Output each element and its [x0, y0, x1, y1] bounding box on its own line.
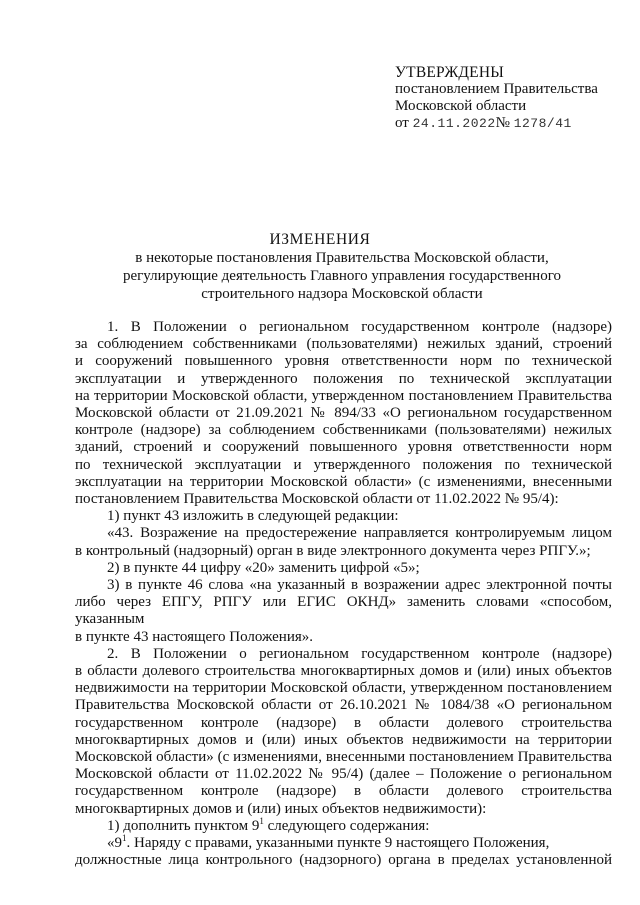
- approval-date: 24.11.2022: [412, 116, 496, 131]
- body-line: на территории Московской области, утвержденном постановлением Правительства: [75, 387, 612, 404]
- body-line: постановлением Правительства Московской области от 11.02.2022 № 95/4):: [75, 491, 559, 508]
- subtitle-line: регулирующие деятельность Главного управления государственного: [123, 268, 561, 284]
- body-line: за соблюдением собственниками (пользователями) нежилых зданий, строений: [75, 336, 612, 353]
- superscript: 1: [259, 815, 264, 826]
- body-line: в области долевого строительства многоквартирных домов и (или) иных объектов: [75, 663, 612, 680]
- body-line: Правительства Московской области от 26.10.2021 № 1084/38 «О региональном: [75, 697, 612, 714]
- body-line: контроле (надзоре) за соблюдением собственниками (пользователями) нежилых: [75, 422, 612, 439]
- subtitle-line: строительного надзора Московской области: [201, 286, 483, 302]
- body-text: следующего содержания:: [267, 817, 430, 834]
- body-line: 3) в пункте 46 слова «на указанный в возражении адрес электронной почты: [107, 577, 612, 594]
- number-sign: №: [495, 115, 510, 131]
- body-line: либо через ЕПГУ, РПГУ или ЕГИС ОКНД» заменить словами «способом, указанным: [75, 594, 612, 628]
- body-line: зданий, строений и сооружений повышенного уровня ответственности норм: [75, 439, 612, 456]
- body-line: «43. Возражение на предостережение направляется контролируемым лицом: [107, 525, 612, 542]
- body-line: Московской области» (с изменениями, внесенными постановлением Правительства: [75, 749, 612, 766]
- body-text: «9: [107, 835, 122, 852]
- body-line: многоквартирных домов и (или) иных объектов недвижимости на территории: [75, 731, 612, 748]
- body-line: 1) пункт 43 изложить в следующей редакции:: [107, 508, 399, 525]
- body-line: Московской области от 21.09.2021 № 894/33 «О региональном государственном: [75, 405, 612, 422]
- body-line: 2) в пункте 44 цифру «20» заменить цифрой «5»;: [107, 559, 420, 576]
- approval-line: Московской области: [395, 98, 527, 114]
- body-line: в пункте 43 настоящего Положения».: [75, 628, 314, 645]
- document-body: [75, 319, 612, 870]
- body-text: 1) дополнить пунктом 9: [107, 817, 260, 834]
- body-line: [75, 835, 612, 852]
- date-prefix: от: [395, 115, 409, 131]
- approval-number: 1278/41: [513, 116, 572, 131]
- approval-block: [395, 64, 598, 132]
- body-line: 1. В Положении о региональном государственном контроле (надзоре): [107, 319, 612, 335]
- body-line: государственном контроле (надзоре) в области долевого строительства: [75, 783, 612, 800]
- body-line: многоквартирных домов и (или) иных объектов недвижимости):: [75, 800, 487, 817]
- body-line: государственном контроле (надзоре) в области долевого строительства: [75, 714, 612, 731]
- subtitle-line: в некоторые постановления Правительства Московской области,: [135, 250, 549, 266]
- body-line: недвижимости на территории Московской области, утвержденном постановлением: [75, 680, 612, 697]
- document-title: ИЗМЕНЕНИЯ: [269, 231, 371, 248]
- body-line: по технической эксплуатации и утвержденного положения по технической: [75, 456, 612, 473]
- approval-date-line: [395, 115, 598, 132]
- body-line: 2. В Положении о региональном государственном контроле (надзоре): [107, 645, 612, 662]
- body-line: Московской области от 11.02.2022 № 95/4) (далее – Положение о региональном: [75, 766, 612, 783]
- document-subtitle: [100, 249, 584, 303]
- approval-heading: УТВЕРЖДЕНЫ: [395, 64, 504, 81]
- body-text: . Наряду с правами, указанными пункте 9 настоящего Положения,: [126, 835, 550, 852]
- body-line: в контрольный (надзорный) орган в виде электронного документа через РПГУ.»;: [75, 542, 591, 559]
- body-line: и сооружений повышенного уровня ответственности норм по технической: [75, 353, 612, 370]
- body-line: должностные лица контрольного (надзорного) органа в пределах установленной: [75, 852, 612, 869]
- approval-line: постановлением Правительства: [395, 81, 598, 97]
- body-line: [75, 815, 612, 835]
- superscript: 1: [122, 833, 127, 844]
- body-line: эксплуатации и утвержденного положения по технической эксплуатации: [75, 370, 612, 387]
- body-line: эксплуатации на территории Московской области» (с изменениями, внесенными: [75, 473, 612, 490]
